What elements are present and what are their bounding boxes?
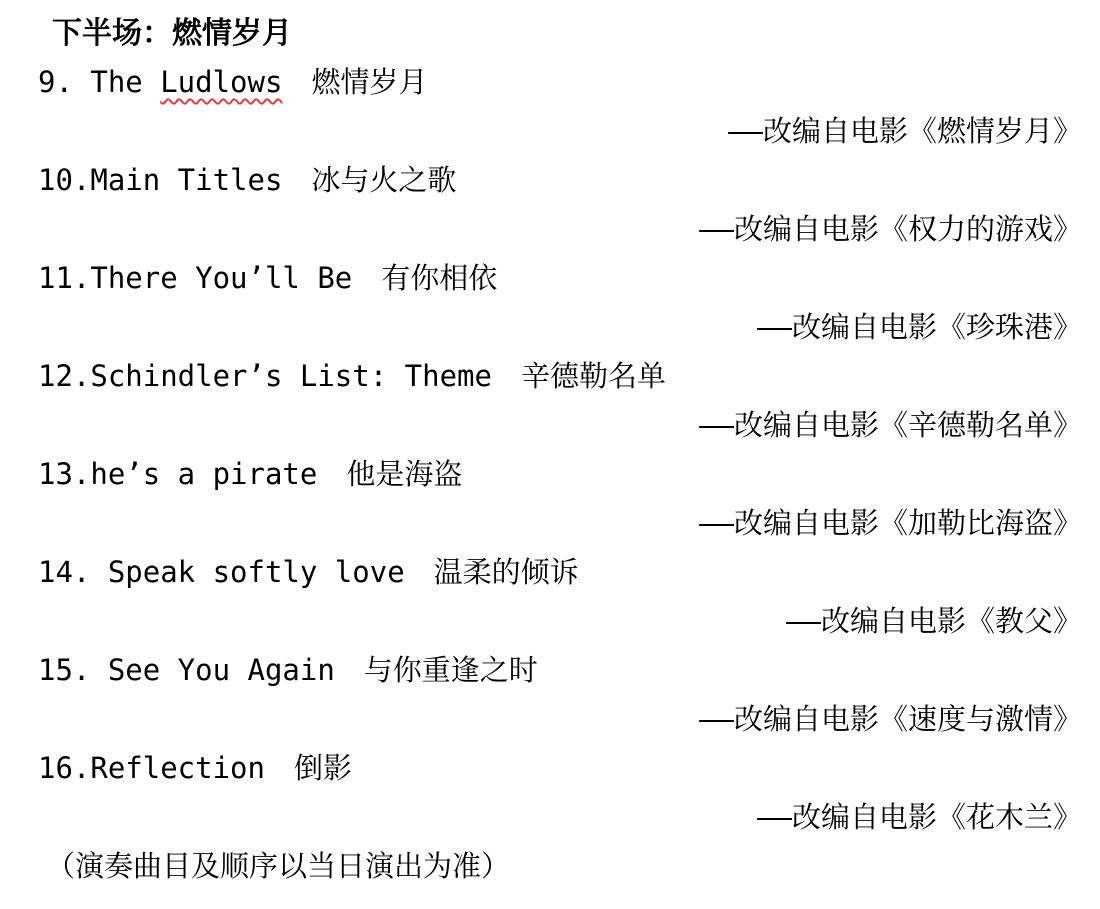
track-title-14: 14. Speak softly love 温柔的倾诉 [38,555,579,589]
track-attribution-13: ——改编自电影《加勒比海盗》 [699,506,1082,540]
section-title: 下半场：燃情岁月 [52,16,292,51]
track-attribution-16: ——改编自电影《花木兰》 [757,800,1082,834]
track-title-15: 15. See You Again 与你重逢之时 [38,653,538,687]
track-attribution-14: ——改编自电影《教父》 [786,604,1082,638]
track-attribution-12: ——改编自电影《辛德勒名单》 [699,408,1082,442]
track-title-12: 12.Schindler’s List: Theme 辛德勒名单 [38,359,666,393]
track-9-chinese-name: 燃情岁月 [282,65,428,99]
program-footnote: （演奏曲目及顺序以当日演出为准） [46,849,511,883]
track-9-number-and-name: 9. The [38,65,161,99]
track-attribution-10: ——改编自电影《权力的游戏》 [699,212,1082,246]
track-title-9 [0,58,1100,107]
track-title-11: 11.There You’ll Be 有你相依 [38,261,498,295]
track-attribution-11: ——改编自电影《珍珠港》 [757,310,1082,344]
track-title-16: 16.Reflection 倒影 [38,751,352,785]
track-attribution-15: ——改编自电影《速度与激情》 [699,702,1082,736]
track-title-13: 13.he’s a pirate 他是海盗 [38,457,463,491]
track-title-10: 10.Main Titles 冰与火之歌 [38,163,457,197]
track-attribution-9: ——改编自电影《燃情岁月》 [728,114,1082,148]
misspelled-word: Ludlows [160,65,283,99]
